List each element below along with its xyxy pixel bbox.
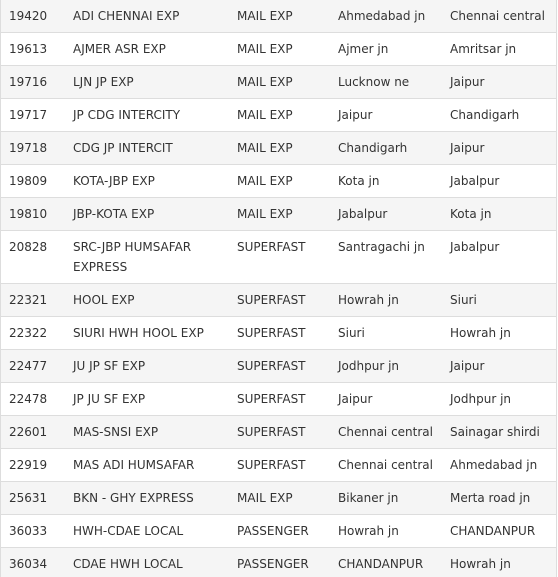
table-row[interactable] bbox=[1, 317, 556, 350]
train-type-cell: MAIL EXP bbox=[237, 42, 293, 56]
train-number-cell: 22477 bbox=[9, 359, 48, 373]
train-name-cell: JU JP SF EXP bbox=[73, 359, 146, 373]
train-type-cell: PASSENGER bbox=[237, 524, 309, 538]
train-name-cell: HOOL EXP bbox=[73, 293, 135, 307]
train-number-cell: 19420 bbox=[9, 9, 48, 23]
train-name-cell: CDG JP INTERCIT bbox=[73, 141, 173, 155]
table-row[interactable] bbox=[1, 33, 556, 66]
table-row[interactable] bbox=[1, 449, 556, 482]
train-type-cell: SUPERFAST bbox=[237, 293, 306, 307]
train-name-cell: MAS ADI HUMSAFAR bbox=[73, 458, 195, 472]
to-station-cell: Jabalpur bbox=[450, 174, 500, 188]
to-station-cell: Jaipur bbox=[450, 359, 485, 373]
from-station-cell: Jabalpur bbox=[338, 207, 388, 221]
from-station-cell: Bikaner jn bbox=[338, 491, 399, 505]
train-name-cell: KOTA-JBP EXP bbox=[73, 174, 155, 188]
train-number-cell: 36033 bbox=[9, 524, 48, 538]
to-station-cell: Chennai central bbox=[450, 9, 545, 23]
from-station-cell: Chandigarh bbox=[338, 141, 408, 155]
train-number-cell: 19810 bbox=[9, 207, 48, 221]
to-station-cell: CHANDANPUR bbox=[450, 524, 536, 538]
train-type-cell: MAIL EXP bbox=[237, 141, 293, 155]
to-station-cell: Jodhpur jn bbox=[450, 392, 512, 406]
train-number-cell: 19717 bbox=[9, 108, 48, 122]
to-station-cell: Siuri bbox=[450, 293, 477, 307]
from-station-cell: Jodhpur jn bbox=[338, 359, 400, 373]
train-type-cell: SUPERFAST bbox=[237, 425, 306, 439]
train-number-cell: 22321 bbox=[9, 293, 48, 307]
train-number-cell: 25631 bbox=[9, 491, 48, 505]
to-station-cell: Chandigarh bbox=[450, 108, 520, 122]
train-name-cell: LJN JP EXP bbox=[73, 75, 134, 89]
table-row[interactable] bbox=[1, 231, 556, 284]
from-station-cell: Siuri bbox=[338, 326, 365, 340]
train-type-cell: SUPERFAST bbox=[237, 392, 306, 406]
table-row[interactable] bbox=[1, 132, 556, 165]
to-station-cell: Howrah jn bbox=[450, 557, 511, 571]
train-type-cell: MAIL EXP bbox=[237, 174, 293, 188]
from-station-cell: Chennai central bbox=[338, 458, 433, 472]
to-station-cell: Kota jn bbox=[450, 207, 492, 221]
train-number-cell: 22601 bbox=[9, 425, 48, 439]
table-row[interactable] bbox=[1, 548, 556, 577]
table-row[interactable] bbox=[1, 515, 556, 548]
from-station-cell: Lucknow ne bbox=[338, 75, 410, 89]
from-station-cell: CHANDANPUR bbox=[338, 557, 424, 571]
table-row[interactable] bbox=[1, 482, 556, 515]
train-number-cell: 19718 bbox=[9, 141, 48, 155]
train-name-cell: JP JU SF EXP bbox=[73, 392, 146, 406]
from-station-cell: Ajmer jn bbox=[338, 42, 389, 56]
table-row[interactable] bbox=[1, 383, 556, 416]
table-row[interactable] bbox=[1, 99, 556, 132]
from-station-cell: Santragachi jn bbox=[338, 240, 425, 254]
train-name-cell: ADI CHENNAI EXP bbox=[73, 9, 180, 23]
train-type-cell: SUPERFAST bbox=[237, 359, 306, 373]
train-name-cell: SRC-JBP HUMSAFAR EXPRESS bbox=[73, 240, 192, 274]
from-station-cell: Jaipur bbox=[338, 392, 373, 406]
from-station-cell: Chennai central bbox=[338, 425, 433, 439]
train-number-cell: 22919 bbox=[9, 458, 48, 472]
train-number-cell: 19809 bbox=[9, 174, 48, 188]
train-type-cell: SUPERFAST bbox=[237, 326, 306, 340]
from-station-cell: Howrah jn bbox=[338, 524, 399, 538]
table-row[interactable] bbox=[1, 198, 556, 231]
train-name-cell: CDAE HWH LOCAL bbox=[73, 557, 183, 571]
table-row[interactable] bbox=[1, 0, 556, 33]
train-number-cell: 20828 bbox=[9, 240, 48, 254]
to-station-cell: Jabalpur bbox=[450, 240, 500, 254]
train-type-cell: MAIL EXP bbox=[237, 9, 293, 23]
train-type-cell: SUPERFAST bbox=[237, 458, 306, 472]
train-name-cell: SIURI HWH HOOL EXP bbox=[73, 326, 204, 340]
table-row[interactable] bbox=[1, 165, 556, 198]
table-row[interactable] bbox=[1, 284, 556, 317]
to-station-cell: Jaipur bbox=[450, 141, 485, 155]
train-type-cell: PASSENGER bbox=[237, 557, 309, 571]
train-type-cell: MAIL EXP bbox=[237, 75, 293, 89]
train-name-cell: BKN - GHY EXPRESS bbox=[73, 491, 194, 505]
table-row[interactable] bbox=[1, 66, 556, 99]
train-type-cell: MAIL EXP bbox=[237, 108, 293, 122]
train-type-cell: MAIL EXP bbox=[237, 207, 293, 221]
from-station-cell: Kota jn bbox=[338, 174, 380, 188]
from-station-cell: Jaipur bbox=[338, 108, 373, 122]
train-table-body bbox=[1, 0, 556, 577]
from-station-cell: Ahmedabad jn bbox=[338, 9, 426, 23]
table-row[interactable] bbox=[1, 350, 556, 383]
train-type-cell: MAIL EXP bbox=[237, 491, 293, 505]
train-name-cell: JP CDG INTERCITY bbox=[73, 108, 181, 122]
table-row[interactable] bbox=[1, 416, 556, 449]
train-number-cell: 19716 bbox=[9, 75, 48, 89]
train-number-cell: 22322 bbox=[9, 326, 48, 340]
train-name-cell: JBP-KOTA EXP bbox=[73, 207, 155, 221]
train-number-cell: 19613 bbox=[9, 42, 48, 56]
train-name-cell: MAS-SNSI EXP bbox=[73, 425, 159, 439]
to-station-cell: Howrah jn bbox=[450, 326, 511, 340]
to-station-cell: Ahmedabad jn bbox=[450, 458, 538, 472]
to-station-cell: Amritsar jn bbox=[450, 42, 517, 56]
train-number-cell: 36034 bbox=[9, 557, 48, 571]
to-station-cell: Jaipur bbox=[450, 75, 485, 89]
train-type-cell: SUPERFAST bbox=[237, 240, 306, 254]
train-name-cell: HWH-CDAE LOCAL bbox=[73, 524, 184, 538]
to-station-cell: Merta road jn bbox=[450, 491, 531, 505]
to-station-cell: Sainagar shirdi bbox=[450, 425, 540, 439]
train-name-cell: AJMER ASR EXP bbox=[73, 42, 166, 56]
train-number-cell: 22478 bbox=[9, 392, 48, 406]
from-station-cell: Howrah jn bbox=[338, 293, 399, 307]
